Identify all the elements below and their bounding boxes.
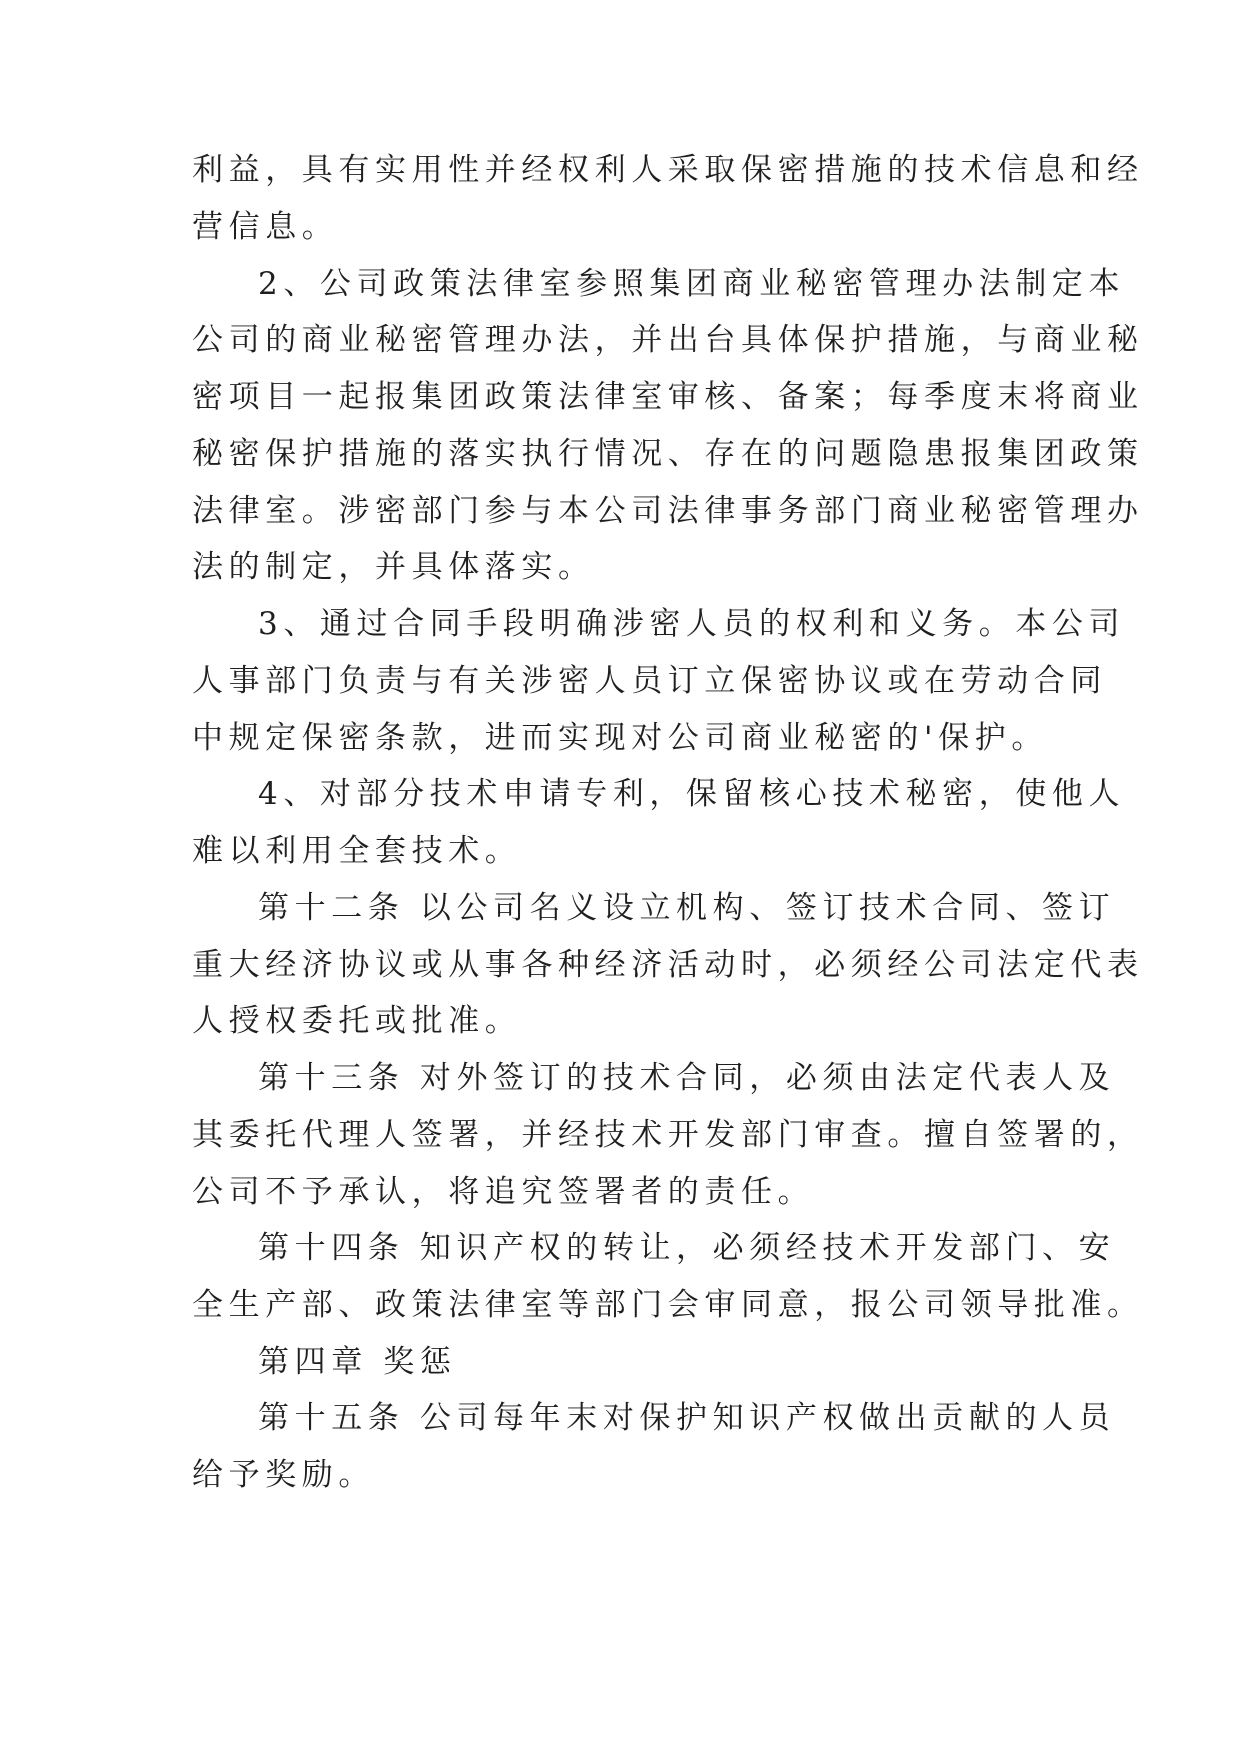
- text-line: 4、对部分技术申请专利，保留核心技术秘密，使他人: [258, 776, 1126, 812]
- text-line: 第十二条 以公司名义设立机构、签订技术合同、签订: [258, 890, 1116, 926]
- text-line: 密项目一起报集团政策法律室审核、备案；每季度末将商业: [192, 379, 1144, 415]
- text-line: 3、通过合同手段明确涉密人员的权利和义务。本公司: [258, 606, 1126, 642]
- text-line: 人授权委托或批准。: [192, 1003, 522, 1039]
- text-line: 法律室。涉密部门参与本公司法律事务部门商业秘密管理办: [192, 493, 1144, 529]
- text-line: 营信息。: [192, 209, 339, 245]
- text-line: 重大经济协议或从事各种经济活动时，必须经公司法定代表: [192, 947, 1144, 983]
- text-line: 给予奖励。: [192, 1457, 375, 1493]
- text-line: 中规定保密条款，进而实现对公司商业秘密的'保护。: [192, 720, 1048, 756]
- text-line: 利益，具有实用性并经权利人采取保密措施的技术信息和经: [192, 152, 1144, 188]
- text-line: 难以利用全套技术。: [192, 833, 522, 869]
- text-line: 公司不予承认，将追究签署者的责任。: [192, 1174, 815, 1210]
- text-line: 第十五条 公司每年末对保护知识产权做出贡献的人员: [258, 1400, 1116, 1436]
- text-line: 2、公司政策法律室参照集团商业秘密管理办法制定本: [258, 266, 1126, 302]
- text-line: 全生产部、政策法律室等部门会审同意，报公司领导批准。: [192, 1287, 1144, 1323]
- text-line: 秘密保护措施的落实执行情况、存在的问题隐患报集团政策: [192, 436, 1144, 472]
- text-line: 公司的商业秘密管理办法，并出台具体保护措施，与商业秘: [192, 322, 1144, 358]
- chapter-heading: 第四章 奖惩: [258, 1344, 457, 1380]
- text-line: 人事部门负责与有关涉密人员订立保密协议或在劳动合同: [192, 663, 1107, 699]
- text-line: 第十三条 对外签订的技术合同，必须由法定代表人及: [258, 1060, 1116, 1096]
- text-line: 法的制定，并具体落实。: [192, 549, 595, 585]
- text-line: 第十四条 知识产权的转让，必须经技术开发部门、安: [258, 1230, 1116, 1266]
- text-line: 其委托代理人签署，并经技术开发部门审查。擅自签署的，: [192, 1117, 1144, 1153]
